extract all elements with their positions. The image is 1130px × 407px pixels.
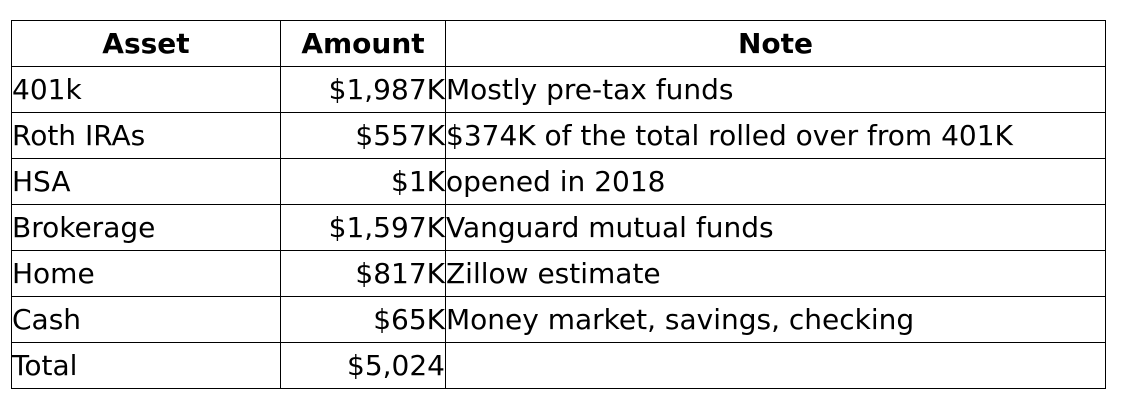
header-note: Note [446, 21, 1106, 67]
table-row [12, 297, 1106, 343]
cell-note: opened in 2018 [446, 159, 1106, 205]
cell-asset: HSA [12, 159, 281, 205]
cell-amount-total: $5,024 [281, 343, 446, 389]
cell-amount: $1,597K [281, 205, 446, 251]
table-row [12, 67, 1106, 113]
table-row [12, 251, 1106, 297]
cell-asset: Cash [12, 297, 281, 343]
cell-note-total [446, 343, 1106, 389]
cell-amount: $557K [281, 113, 446, 159]
table-row [12, 205, 1106, 251]
cell-note: Vanguard mutual funds [446, 205, 1106, 251]
cell-note: $374K of the total rolled over from 401K [446, 113, 1106, 159]
header-amount: Amount [281, 21, 446, 67]
cell-note: Money market, savings, checking [446, 297, 1106, 343]
table-row [12, 113, 1106, 159]
cell-amount: $817K [281, 251, 446, 297]
cell-amount: $1K [281, 159, 446, 205]
header-asset: Asset [12, 21, 281, 67]
cell-asset: Roth IRAs [12, 113, 281, 159]
cell-asset: Home [12, 251, 281, 297]
assets-table [11, 20, 1106, 389]
cell-asset: Brokerage [12, 205, 281, 251]
cell-amount: $65K [281, 297, 446, 343]
cell-note: Mostly pre-tax funds [446, 67, 1106, 113]
table-row [12, 159, 1106, 205]
cell-asset-total: Total [12, 343, 281, 389]
cell-note: Zillow estimate [446, 251, 1106, 297]
header-row [12, 21, 1106, 67]
total-row [12, 343, 1106, 389]
cell-amount: $1,987K [281, 67, 446, 113]
cell-asset: 401k [12, 67, 281, 113]
